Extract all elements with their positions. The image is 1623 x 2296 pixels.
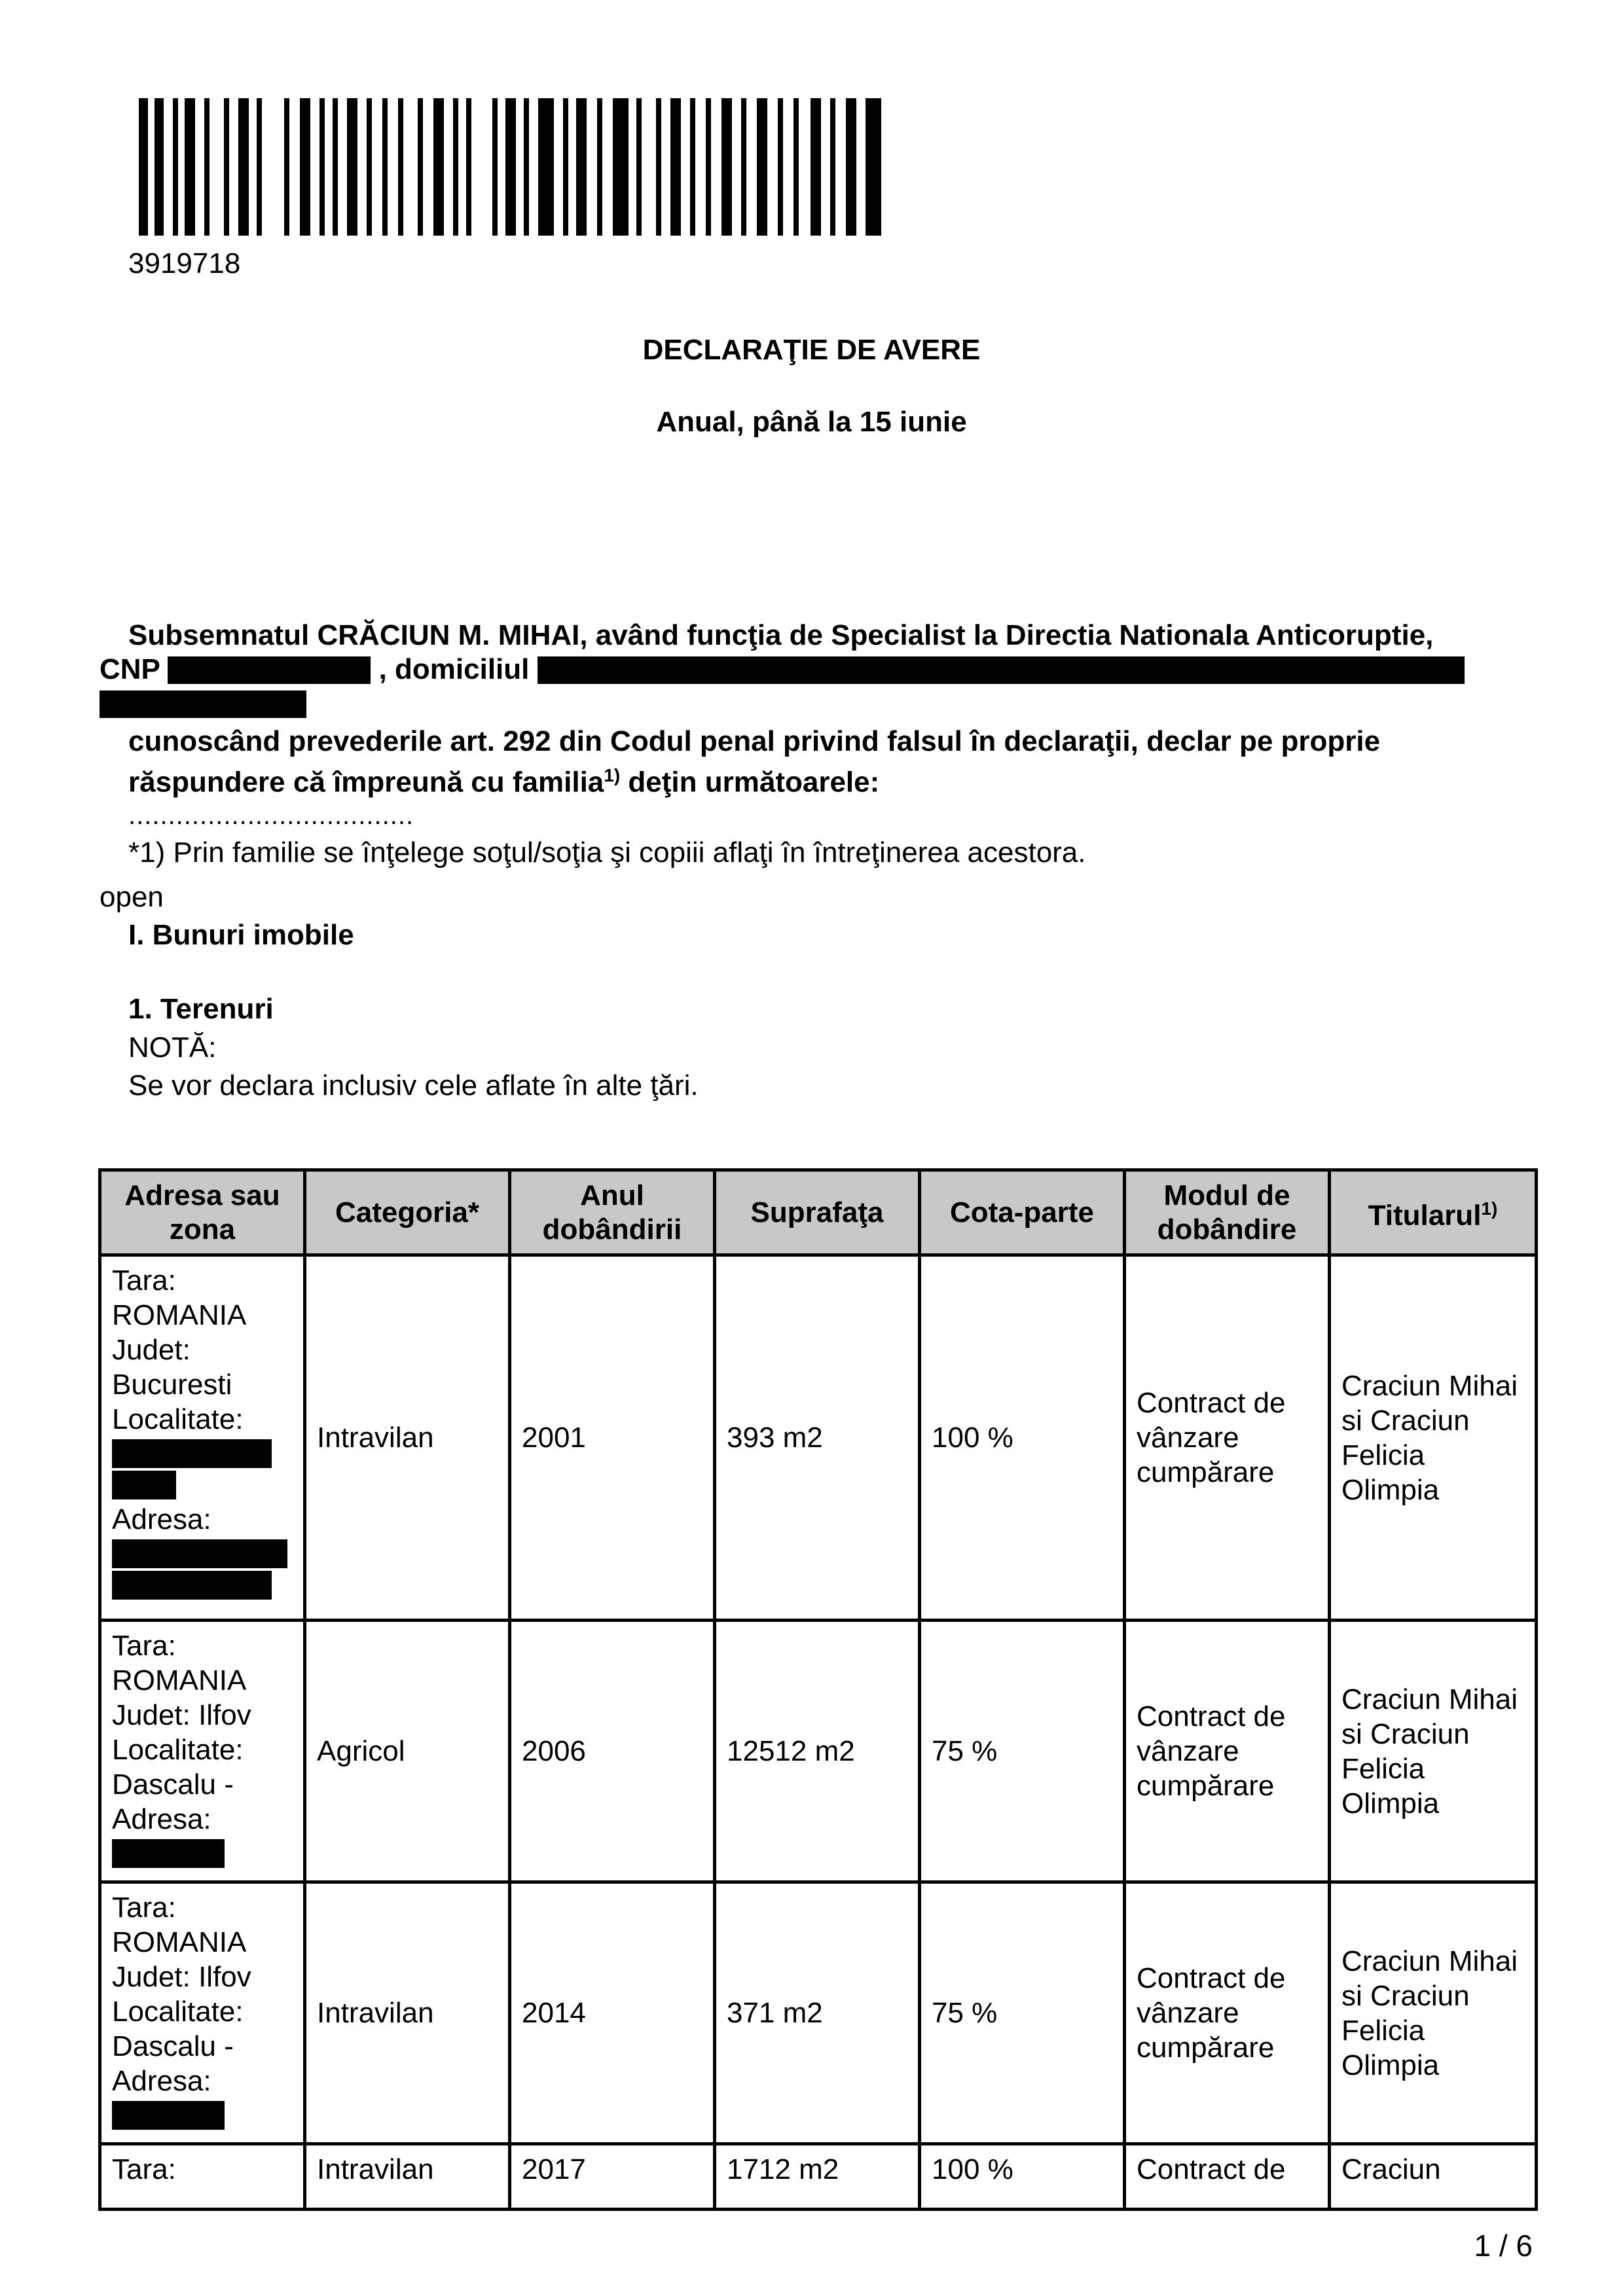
table-row xyxy=(100,1255,1537,1621)
redacted-cnp xyxy=(168,656,371,684)
note-label: NOTĂ: xyxy=(128,1031,217,1064)
cell-modul: Contract de vânzare cumpărare xyxy=(1125,1255,1330,1621)
domicile-label: , domiciliul xyxy=(378,653,530,685)
table-row xyxy=(100,1882,1537,2144)
addr-line: Judet: Ilfov xyxy=(112,1699,251,1731)
titular-footnote-ref: 1) xyxy=(1481,1198,1498,1219)
terenuri-table xyxy=(98,1168,1538,2211)
cell-titular: Craciun Mihai si Craciun Felicia Olimpia xyxy=(1330,1255,1537,1621)
table-row xyxy=(100,2144,1537,2210)
redacted-adresa xyxy=(112,2101,225,2130)
header-modul: Modul de dobândire xyxy=(1125,1170,1330,1255)
cell-anul: 2001 xyxy=(510,1255,715,1621)
header-cota: Cota-parte xyxy=(920,1170,1125,1255)
addr-line: Adresa: xyxy=(112,1803,211,1835)
cell-modul: Contract de vânzare cumpărare xyxy=(1125,1621,1330,1882)
header-titular: Titularul$^{1)}$ xyxy=(1330,1170,1537,1255)
cell-titular: Craciun xyxy=(1330,2144,1537,2210)
cell-cota: 75 % xyxy=(920,1621,1125,1882)
redacted-domicile xyxy=(538,656,1465,684)
addr-line: Dascalu - xyxy=(112,1768,234,1801)
cell-modul: Contract de xyxy=(1125,2144,1330,2210)
cell-anul: 2006 xyxy=(510,1621,715,1882)
addr-line: Localitate: xyxy=(112,1734,244,1766)
cell-cota: 100 % xyxy=(920,1255,1125,1621)
addr-line: Localitate: xyxy=(112,1403,244,1435)
intro-statement-end: deţin următoarele: xyxy=(620,766,880,798)
addr-line: Dascalu - xyxy=(112,2030,234,2062)
cell-modul: Contract de vânzare cumpărare xyxy=(1125,1882,1330,2144)
cell-anul: 2014 xyxy=(510,1882,715,2144)
addr-line: Tara: xyxy=(112,1630,176,1662)
cell-categoria: Intravilan xyxy=(305,1255,510,1621)
addr-line: Localitate: xyxy=(112,1996,244,2028)
redacted-localitate-cont xyxy=(112,1471,176,1499)
document-title: DECLARAŢIE DE AVERE xyxy=(642,334,981,366)
addr-line: Adresa: xyxy=(112,2065,211,2097)
table-header-row xyxy=(100,1170,1537,1255)
addr-line: ROMANIA xyxy=(112,1926,247,1958)
addr-line: Tara: xyxy=(112,1265,176,1297)
header-anul: Anul dobândirii xyxy=(510,1170,715,1255)
section-title: I. Bunuri imobile xyxy=(128,919,354,951)
intro-declarant: Subsemnatul CRĂCIUN M. MIHAI, având funcţia de Specialist la Directia Nationala Anticoruptie, xyxy=(128,619,1434,651)
header-suprafata: Suprafaţa xyxy=(715,1170,920,1255)
document-subtitle: Anual, până la 15 iunie xyxy=(656,406,967,438)
addr-line: Tara: xyxy=(112,1892,176,1924)
family-footnote: *1) Prin familie se înţelege soţul/soţia şi copiii aflaţi în întreţinerea acestora. xyxy=(128,836,1086,869)
redacted-domicile-cont xyxy=(100,691,306,718)
cell-adresa xyxy=(100,1882,305,2144)
redacted-adresa-cont xyxy=(112,1571,272,1600)
cell-adresa xyxy=(100,1255,305,1621)
subsection-title: 1. Terenuri xyxy=(128,993,274,1025)
declaration-intro xyxy=(100,619,1533,800)
cell-anul: 2017 xyxy=(510,2144,715,2210)
cell-categoria: Intravilan xyxy=(305,1882,510,2144)
cell-titular: Craciun Mihai si Craciun Felicia Olimpia xyxy=(1330,1621,1537,1882)
redacted-localitate xyxy=(112,1439,272,1468)
addr-line: Bucuresti xyxy=(112,1369,232,1401)
addr-line: Adresa: xyxy=(112,1503,211,1535)
addr-line: ROMANIA xyxy=(112,1299,247,1331)
page-number: 1 / 6 xyxy=(1474,2229,1533,2263)
addr-line: Judet: Ilfov xyxy=(112,1961,251,1993)
redacted-adresa xyxy=(112,1839,225,1868)
cell-suprafata: 393 m2 xyxy=(715,1255,920,1621)
cell-cota: 100 % xyxy=(920,2144,1125,2210)
footnote-ref: 1) xyxy=(604,765,621,785)
open-label: open xyxy=(100,881,164,913)
dotted-line: .................................... xyxy=(128,801,414,830)
table-row xyxy=(100,1621,1537,1882)
cell-suprafata: 371 m2 xyxy=(715,1882,920,2144)
cell-adresa xyxy=(100,2144,305,2210)
header-adresa: Adresa sau zona xyxy=(100,1170,305,1255)
redacted-adresa xyxy=(112,1539,287,1568)
cell-categoria: Agricol xyxy=(305,1621,510,1882)
barcode xyxy=(139,98,881,236)
cnp-label: CNP xyxy=(100,653,160,685)
cell-adresa xyxy=(100,1621,305,1882)
barcode-number: 3919718 xyxy=(128,247,241,279)
addr-line: ROMANIA xyxy=(112,1664,247,1696)
cell-categoria: Intravilan xyxy=(305,2144,510,2210)
cell-suprafata: 12512 m2 xyxy=(715,1621,920,1882)
cell-cota: 75 % xyxy=(920,1882,1125,2144)
cell-titular: Craciun Mihai si Craciun Felicia Olimpia xyxy=(1330,1882,1537,2144)
header-categoria: Categoria* xyxy=(305,1170,510,1255)
addr-line: Judet: xyxy=(112,1334,191,1366)
addr-line: Tara: xyxy=(112,2153,176,2185)
note-text: Se vor declara inclusiv cele aflate în alte ţări. xyxy=(128,1069,699,1102)
cell-suprafata: 1712 m2 xyxy=(715,2144,920,2210)
intro-statement: cunoscând prevederile art. 292 din Codul penal privind falsul în declaraţii, declar pe proprie răspundere că împreună cu familia xyxy=(128,725,1381,798)
